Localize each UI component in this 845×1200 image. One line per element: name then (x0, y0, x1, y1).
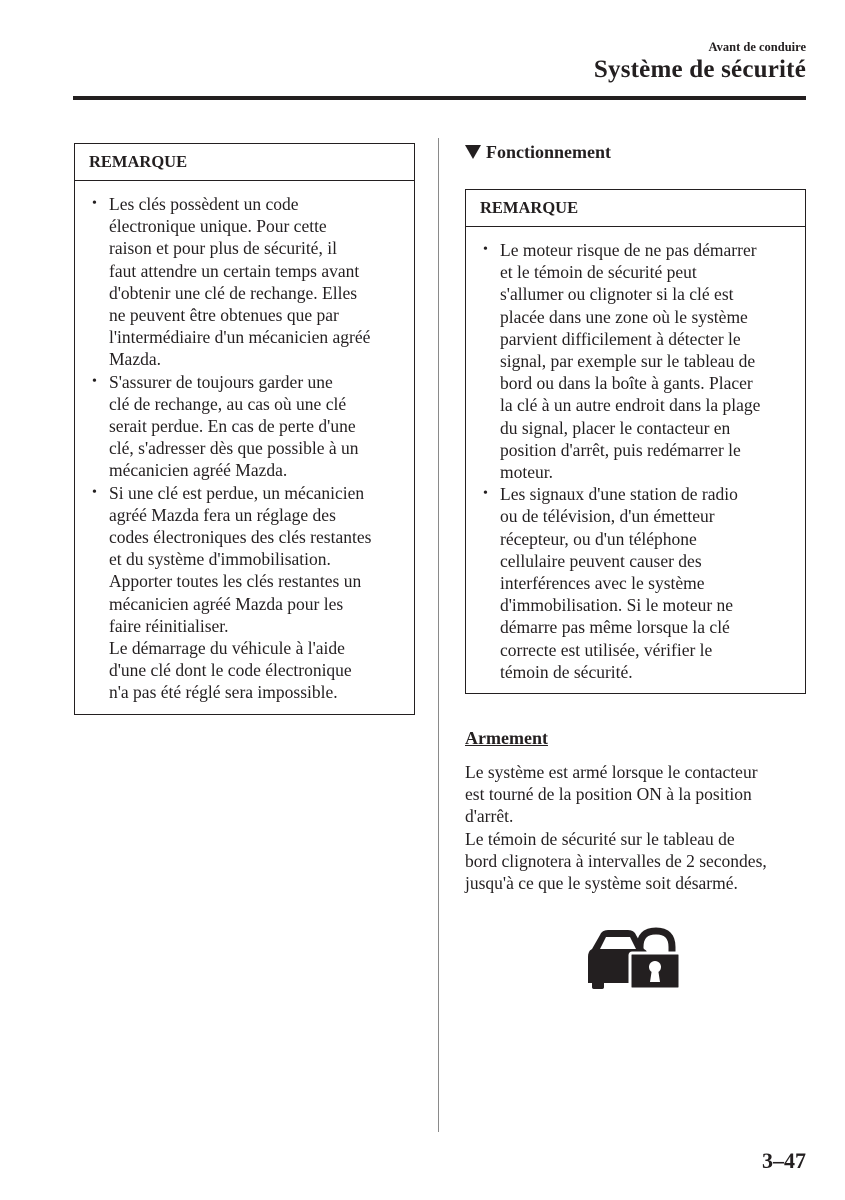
text-line: faire réinitialiser. (109, 615, 229, 636)
text-line: Les signaux d'une station de radio (500, 484, 738, 505)
note-heading: REMARQUE (466, 190, 805, 227)
text-line: raison et pour plus de sécurité, il (109, 238, 337, 259)
page-title: Système de sécurité (593, 56, 806, 83)
text-line: interférences avec le système (500, 573, 705, 594)
text-line: placée dans une zone où le système (500, 306, 748, 327)
text-line: moteur. (500, 462, 553, 483)
armement-heading: Armement (465, 728, 548, 748)
text-line: bord ou dans la boîte à gants. Placer (500, 373, 753, 394)
text-line: S'assurer de toujours garder une (109, 371, 333, 392)
text-line: d'une clé dont le code électronique (109, 660, 352, 681)
note-heading: REMARQUE (75, 144, 414, 181)
header-rule (73, 96, 806, 100)
column-divider (438, 138, 439, 1132)
text-line: mécanicien agréé Mazda. (109, 460, 288, 481)
list-item: • Les signaux d'une station de radio ou de télévision, d'un émetteur récepteur, ou d'un téléphone cellulaire peuvent causer des interférences avec le système d'immobilisation. Si le moteur ne démarre pas même lorsque la clé correcte est utilisée, vérifier le témoin de sécurité. (480, 483, 795, 683)
text-line: Le moteur risque de ne pas démarrer (500, 240, 757, 260)
text-line: ne peuvent être obtenues que par (109, 305, 339, 326)
text-line: récepteur, ou d'un téléphone (500, 528, 697, 549)
text-line: mécanicien agréé Mazda pour les (109, 593, 344, 614)
right-note-box (465, 189, 806, 694)
text-line: codes électroniques des clés restantes (109, 527, 372, 548)
header-section-label: Avant de conduire (708, 40, 806, 54)
text-line: Les clés possèdent un code (109, 194, 299, 214)
security-indicator-icon (586, 923, 682, 991)
text-line: clé, s'adresser dès que possible à un (109, 438, 359, 459)
text-line: ou de télévision, d'un émetteur (500, 506, 715, 527)
section-heading-text: Fonctionnement (486, 142, 611, 162)
armement-paragraph (465, 761, 767, 894)
text-line: serait perdue. En cas de perte d'une (109, 416, 356, 437)
text-line: électronique unique. Pour cette (109, 216, 327, 237)
text-line: d'obtenir une clé de rechange. Elles (109, 282, 358, 303)
text-line: Le démarrage du véhicule à l'aide (109, 638, 345, 659)
text-line: clé de rechange, au cas où une clé (109, 393, 347, 414)
text-line: s'allumer ou clignoter si la clé est (500, 284, 734, 305)
text-line: l'intermédiaire d'un mécanicien agréé (109, 327, 371, 348)
text-line: est tourné de la position ON à la position (465, 784, 752, 805)
text-line: témoin de sécurité. (500, 661, 633, 682)
text-line: cellulaire peuvent causer des (500, 550, 702, 571)
list-item: • Si une clé est perdue, un mécanicien agréé Mazda fera un réglage des codes électroniques des clés restantes et du système d'immobilisation. Apporter toutes les clés restantes un mécanicien agréé Mazda pour les faire réinitialiser. Le démarrage du véhicule à l'aide d'une clé dont le code électronique n'a pas été réglé sera impossible. (89, 482, 404, 704)
page-number: 3–47 (762, 1148, 806, 1173)
list-item: • Les clés possèdent un code électronique unique. Pour cette raison et pour plus de sécurité, il faut attendre un certain temps avant d'obtenir une clé de rechange. Elles ne peuvent être obtenues que par l'intermédiaire d'un mécanicien agréé Mazda. (89, 193, 404, 371)
right-note-list (480, 239, 795, 683)
text-line: Apporter toutes les clés restantes un (109, 571, 362, 592)
text-line: signal, par exemple sur le tableau de (500, 351, 756, 372)
text-line: Le système est armé lorsque le contacteur (465, 762, 758, 782)
text-line: d'immobilisation. Si le moteur ne (500, 595, 734, 616)
text-line: Mazda. (109, 349, 161, 370)
text-line: agréé Mazda fera un réglage des (109, 504, 336, 525)
list-item: • S'assurer de toujours garder une clé de rechange, au cas où une clé serait perdue. En cas de perte d'une clé, s'adresser dès que possible à un mécanicien agréé Mazda. (89, 371, 404, 482)
text-line: position d'arrêt, puis redémarrer le (500, 439, 741, 460)
text-line: Si une clé est perdue, un mécanicien (109, 482, 365, 503)
text-line: la clé à un autre endroit dans la plage (500, 395, 761, 416)
left-note-list (89, 193, 404, 704)
text-line: et du système d'immobilisation. (109, 549, 331, 570)
text-line: n'a pas été réglé sera impossible. (109, 682, 338, 703)
text-line: parvient difficilement à détecter le (500, 328, 741, 349)
text-line: faut attendre un certain temps avant (109, 260, 360, 281)
text-line: démarre pas même lorsque la clé (500, 617, 730, 638)
text-line: d'arrêt. (465, 806, 514, 827)
text-line: Le témoin de sécurité sur le tableau de (465, 828, 735, 849)
list-item: • Le moteur risque de ne pas démarrer et le témoin de sécurité peut s'allumer ou clignoter si la clé est placée dans une zone où le système parvient difficilement à détecter le signal, par exemple sur le tableau de bord ou dans la boîte à gants. Placer la clé à un autre endroit dans la plage du signal, placer le contacteur en position d'arrêt, puis redémarrer le moteur. (480, 239, 795, 483)
text-line: correcte est utilisée, vérifier le (500, 639, 713, 660)
triangle-marker-icon (465, 145, 481, 159)
text-line: bord clignotera à intervalles de 2 secondes, (465, 850, 767, 871)
text-line: et le témoin de sécurité peut (500, 262, 697, 283)
section-heading (465, 142, 611, 163)
text-line: jusqu'à ce que le système soit désarmé. (465, 873, 738, 894)
text-line: du signal, placer le contacteur en (500, 417, 731, 438)
left-note-box (74, 143, 415, 715)
